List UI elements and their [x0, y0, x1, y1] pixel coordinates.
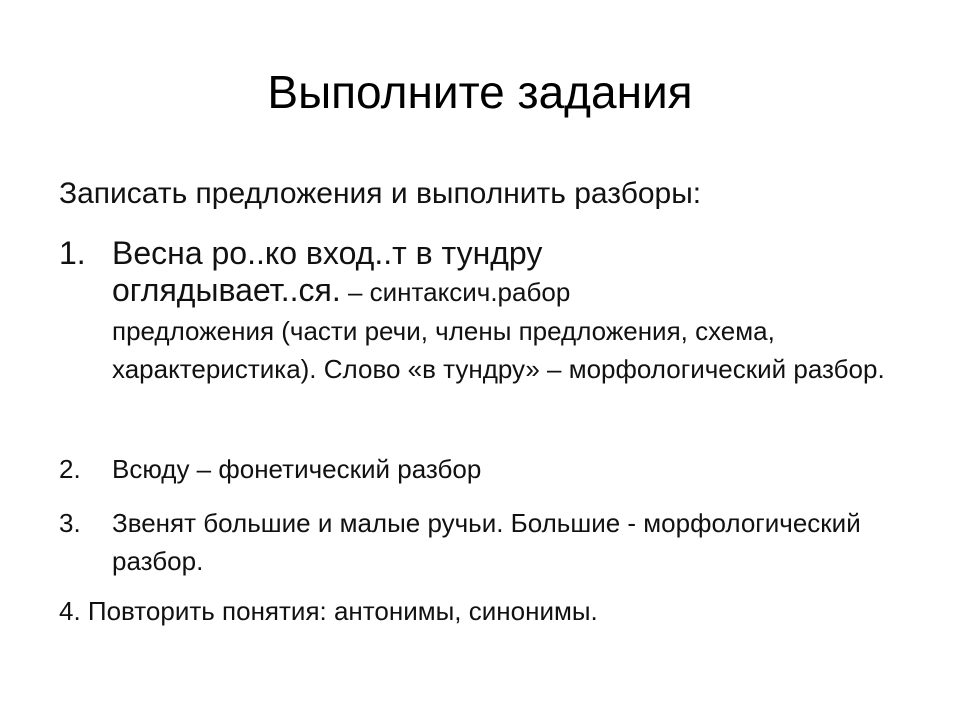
task-inline: – синтаксич.рабор	[340, 277, 571, 307]
list-item-1	[59, 232, 899, 388]
list-item-2	[59, 450, 899, 488]
sentence-line-2-wrapper	[112, 272, 899, 312]
slide-title: Выполните задания	[267, 66, 693, 118]
task-description: предложения (части речи, члены предложения, схема, характеристика). Слово «в тундру» – морфологический разбор.	[112, 316, 885, 384]
list-number-2: 2.	[59, 454, 81, 484]
list-item-2-text: Всюду – фонетический разбор	[112, 454, 482, 484]
list-number-1: 1.	[59, 235, 86, 271]
list-item-4: 4. Повторить понятия: антонимы, синонимы.	[59, 596, 598, 626]
list-item-3-text: Звенят большие и малые ручьи. Большие - морфологический разбор.	[112, 508, 861, 576]
list-item-3	[59, 504, 899, 580]
intro-text: Записать предложения и выполнить разборы:	[59, 177, 702, 210]
list-number-3: 3.	[59, 508, 81, 538]
sentence-line-2: оглядывает..ся.	[112, 272, 341, 308]
list-item-1-body	[112, 232, 899, 388]
sentence-line-1: Весна ро..ко вход..т в тундру	[112, 235, 543, 271]
